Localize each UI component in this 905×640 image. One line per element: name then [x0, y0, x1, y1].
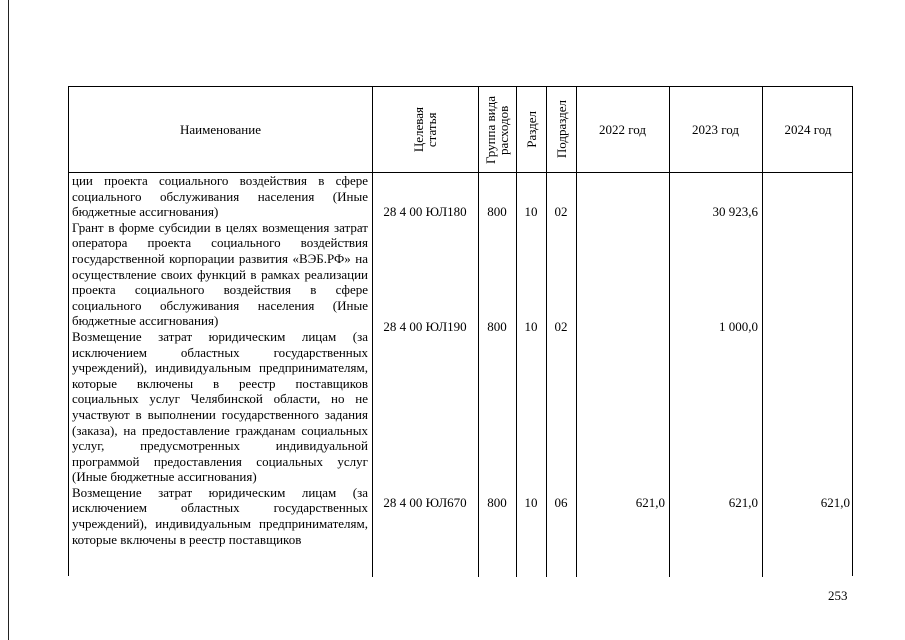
- header-name-label: Наименование: [180, 122, 261, 137]
- row-2-subsection: 02: [554, 319, 568, 334]
- header-section: [516, 87, 546, 172]
- header-2024: [762, 87, 854, 172]
- page-edge-line: [8, 0, 9, 640]
- header-2022-label: 2022 год: [599, 122, 646, 137]
- header-2022: [576, 87, 669, 172]
- row-3-subsection: 06: [554, 495, 568, 510]
- header-2024-label: 2024 год: [784, 122, 832, 137]
- header-name: [69, 87, 372, 172]
- row-3-2024: 621,0: [820, 495, 850, 510]
- row-3-name: Возмещение затрат юридическим лицам (за исключением областных государственных учреждений), индивидуальным предпринимателям, которые включены в реестр поставщиков социальных услуг Челябинской области, но не участвуют в выполнении государственного задания (заказа), на предоставление гражданам социальных услуг, предусмотренных индивидуальной программой предоставления социальных услуг (Иные бюджетные ассигнования): [72, 328, 368, 485]
- row-1-section: 10: [524, 204, 538, 219]
- header-target: [372, 87, 478, 172]
- names-column: [72, 173, 368, 547]
- row-2-2023: 1 000,0: [719, 319, 758, 334]
- header-subsection: [546, 87, 576, 172]
- header-subsection-label: Подраздел: [553, 100, 569, 159]
- header-section-label: Раздел: [523, 111, 539, 148]
- row-3-section: 10: [524, 495, 538, 510]
- row-2-section: 10: [524, 319, 538, 334]
- row-1-target: 28 4 00 ЮЛ180: [383, 204, 467, 219]
- header-2023: [669, 87, 762, 172]
- header-2023-label: 2023 год: [692, 122, 739, 137]
- row-1-name: ции проекта социального воздействия в сфере социального обслуживания населения (Иные бюджетные ассигнования): [72, 173, 368, 220]
- row-2-target: 28 4 00 ЮЛ190: [383, 319, 467, 334]
- row-1-2023: 30 923,6: [712, 204, 758, 219]
- page-number: 253: [828, 588, 848, 603]
- header-group: [478, 87, 516, 172]
- row-3-group: 800: [487, 495, 507, 510]
- row-2-name: Грант в форме субсидии в целях возмещения затрат оператора проекта социального воздействия государственной корпорации развития «ВЭБ.РФ» на осуществление своих функций в рамках реализации проекта социального воздействия в сфере социального обслуживания населения (Иные бюджетные ассигнования): [72, 219, 368, 329]
- header-group-label: Группа вида расходов: [483, 95, 511, 164]
- row-4-name: Возмещение затрат юридическим лицам (за исключением областных государственных учреждений), индивидуальным предпринимателям, которые включены в реестр поставщиков: [72, 484, 368, 547]
- row-1-group: 800: [487, 204, 507, 219]
- row-1-subsection: 02: [554, 204, 568, 219]
- row-3-target: 28 4 00 ЮЛ670: [383, 495, 467, 510]
- row-3-2023: 621,0: [728, 495, 758, 510]
- row-2-group: 800: [487, 319, 507, 334]
- budget-table: [68, 86, 853, 576]
- row-3-2022: 621,0: [635, 495, 665, 510]
- header-target-label: Целевая статья: [411, 106, 439, 153]
